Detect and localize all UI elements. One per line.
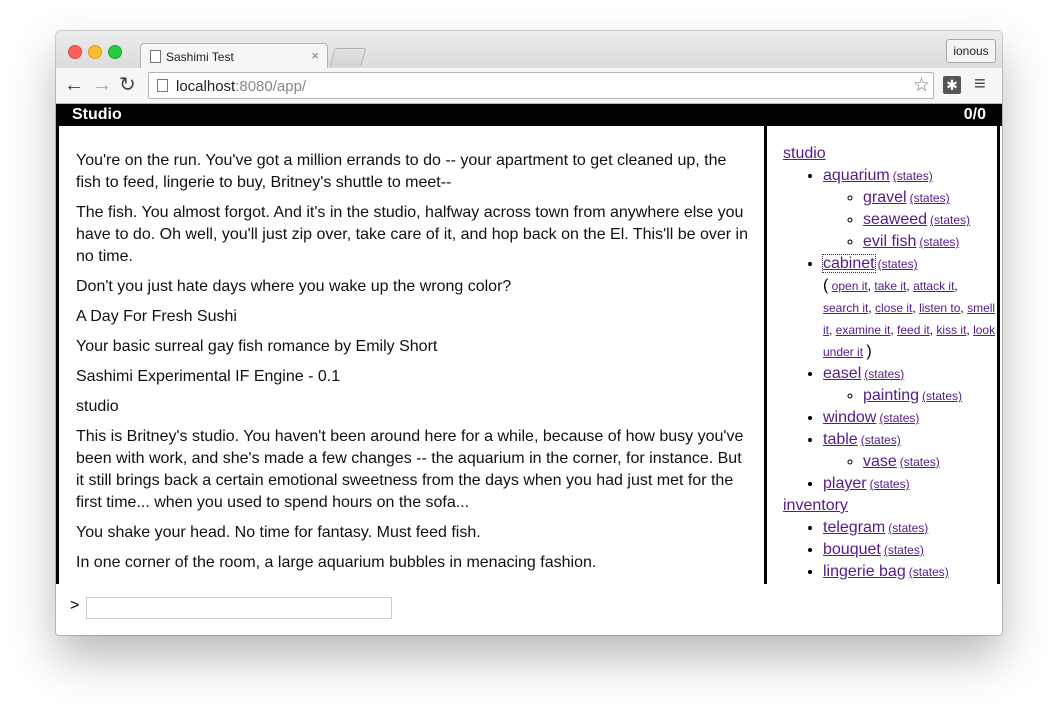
zoom-window-button[interactable] (108, 45, 122, 59)
states-link[interactable]: (states) (930, 213, 971, 227)
object-tree-panel[interactable] (764, 126, 1000, 587)
browser-window (56, 31, 1002, 635)
states-link[interactable]: (states) (919, 235, 960, 249)
action-look-under-it[interactable]: look under it (823, 323, 996, 359)
cabinet-action-list: ( open it, take it, attack it, search it, close it, listen to, smell it, examine it, feed it, kiss it, look under it ) (823, 277, 996, 360)
menu-icon[interactable]: ≡ (974, 73, 986, 95)
browser-toolbar (56, 68, 1002, 104)
inventory-link[interactable]: inventory (783, 497, 848, 514)
tree-item-table (823, 429, 997, 473)
tree-item-aquarium (823, 165, 997, 253)
states-link[interactable]: (states) (864, 367, 905, 381)
tree-item-vase (863, 451, 997, 473)
object-link-window[interactable]: window (823, 409, 877, 426)
story-paragraph: A Day For Fresh Sushi (76, 308, 237, 325)
states-link[interactable]: (states) (908, 565, 949, 579)
object-link-cabinet[interactable]: cabinet (823, 255, 875, 272)
close-window-button[interactable] (68, 45, 82, 59)
extension-icon[interactable]: ✱ (943, 76, 961, 94)
tree-item-easel (823, 363, 997, 407)
status-bar (56, 104, 1002, 126)
tree-item-lingerie-bag (823, 561, 997, 583)
page-icon (150, 50, 161, 63)
tree-item-seaweed (863, 209, 997, 231)
page-content (56, 104, 1002, 635)
tree-item-telegram (823, 517, 997, 539)
object-link-telegram[interactable]: telegram (823, 519, 886, 536)
close-tab-icon[interactable]: × (311, 48, 319, 63)
action-open-it[interactable]: open it (831, 279, 868, 293)
states-link[interactable]: (states) (869, 477, 910, 491)
reload-icon[interactable]: ↻ (119, 74, 136, 96)
minimize-window-button[interactable] (88, 45, 102, 59)
forward-arrow-icon[interactable]: → (92, 74, 112, 96)
tree-item-player (823, 473, 997, 495)
story-paragraph: Don't you just hate days where you wake up the wrong color? (76, 278, 512, 295)
new-tab-button[interactable] (329, 48, 366, 66)
story-panel[interactable] (56, 126, 767, 587)
tree-item-gravel (863, 187, 997, 209)
object-link-aquarium[interactable]: aquarium (823, 167, 890, 184)
address-bar[interactable] (148, 72, 934, 99)
action-smell-it[interactable]: smell it (823, 301, 996, 337)
states-link[interactable]: (states) (877, 257, 918, 271)
story-paragraph: The fish. You almost forgot. And it's in the studio, halfway across town from anywhere else you have to do. Oh well, you'll just zip over, take care of it, and hop back on the El. This'll be over in no time. (76, 204, 748, 265)
story-paragraph: studio (76, 398, 119, 415)
object-link-painting[interactable]: painting (863, 387, 920, 404)
action-close-it[interactable]: close it (875, 301, 913, 315)
story-paragraph: You're on the run. You've got a million errands to do -- your apartment to get cleaned up, the fish to feed, lingerie to buy, Britney's shuttle to meet-- (76, 152, 727, 191)
states-link[interactable]: (states) (899, 455, 940, 469)
command-area (56, 584, 1002, 635)
tree-item-cabinet (823, 253, 997, 363)
states-link[interactable]: (states) (860, 433, 901, 447)
story-paragraph: You shake your head. No time for fantasy. Must feed fish. (76, 524, 481, 541)
story-paragraph: Your basic surreal gay fish romance by Emily Short (76, 338, 438, 355)
object-link-seaweed[interactable]: seaweed (863, 211, 928, 228)
back-arrow-icon[interactable]: ← (64, 74, 84, 96)
url-text[interactable]: localhost:8080/app/ (176, 78, 307, 95)
tab-sashimi-test[interactable] (140, 43, 328, 70)
object-link-player[interactable]: player (823, 475, 867, 492)
object-link-gravel[interactable]: gravel (863, 189, 907, 206)
states-link[interactable]: (states) (922, 389, 963, 403)
action-attack-it[interactable]: attack it (913, 279, 955, 293)
states-link[interactable]: (states) (888, 521, 929, 535)
action-examine-it[interactable]: examine it (835, 323, 891, 337)
page-icon (157, 79, 168, 92)
states-link[interactable]: (states) (909, 191, 950, 205)
tree-item-bouquet (823, 539, 997, 561)
states-link[interactable]: (states) (883, 543, 924, 557)
tree-item-window (823, 407, 997, 429)
action-kiss-it[interactable]: kiss it (936, 323, 967, 337)
action-take-it[interactable]: take it (874, 279, 907, 293)
story-paragraph: Sashimi Experimental IF Engine - 0.1 (76, 368, 341, 385)
object-link-evil-fish[interactable]: evil fish (863, 233, 917, 250)
profile-button[interactable]: ionous (946, 39, 996, 63)
object-link-table[interactable]: table (823, 431, 858, 448)
tree-item-painting (863, 385, 997, 407)
object-link-bouquet[interactable]: bouquet (823, 541, 881, 558)
action-listen-to[interactable]: listen to (919, 301, 961, 315)
room-link-studio[interactable]: studio (783, 145, 826, 162)
story-paragraph: In one corner of the room, a large aquarium bubbles in menacing fashion. (76, 554, 597, 571)
tab-bar (56, 31, 1002, 68)
object-link-vase[interactable]: vase (863, 453, 897, 470)
tree-item-evil-fish (863, 231, 997, 253)
action-search-it[interactable]: search it (823, 301, 869, 315)
story-paragraph: This is Britney's studio. You haven't been around here for a while, because of how busy you've been with work, and she's made a few changes -- the aquarium in the corner, for instance. But it still brings back a certain emotional sweetness from the days when you had just met for the first time... when you used to spend hours on the sofa... (76, 428, 744, 511)
object-link-lingerie-bag[interactable]: lingerie bag (823, 563, 906, 580)
command-input[interactable] (86, 597, 392, 619)
command-prompt: > (70, 597, 80, 614)
states-link[interactable]: (states) (879, 411, 920, 425)
score-display: 0/0 (963, 106, 986, 123)
object-link-easel[interactable]: easel (823, 365, 862, 382)
tab-title: Sashimi Test (166, 50, 234, 64)
location-title: Studio (72, 106, 122, 123)
action-feed-it[interactable]: feed it (897, 323, 930, 337)
states-link[interactable]: (states) (892, 169, 933, 183)
bookmark-star-icon[interactable]: ☆ (912, 75, 930, 96)
